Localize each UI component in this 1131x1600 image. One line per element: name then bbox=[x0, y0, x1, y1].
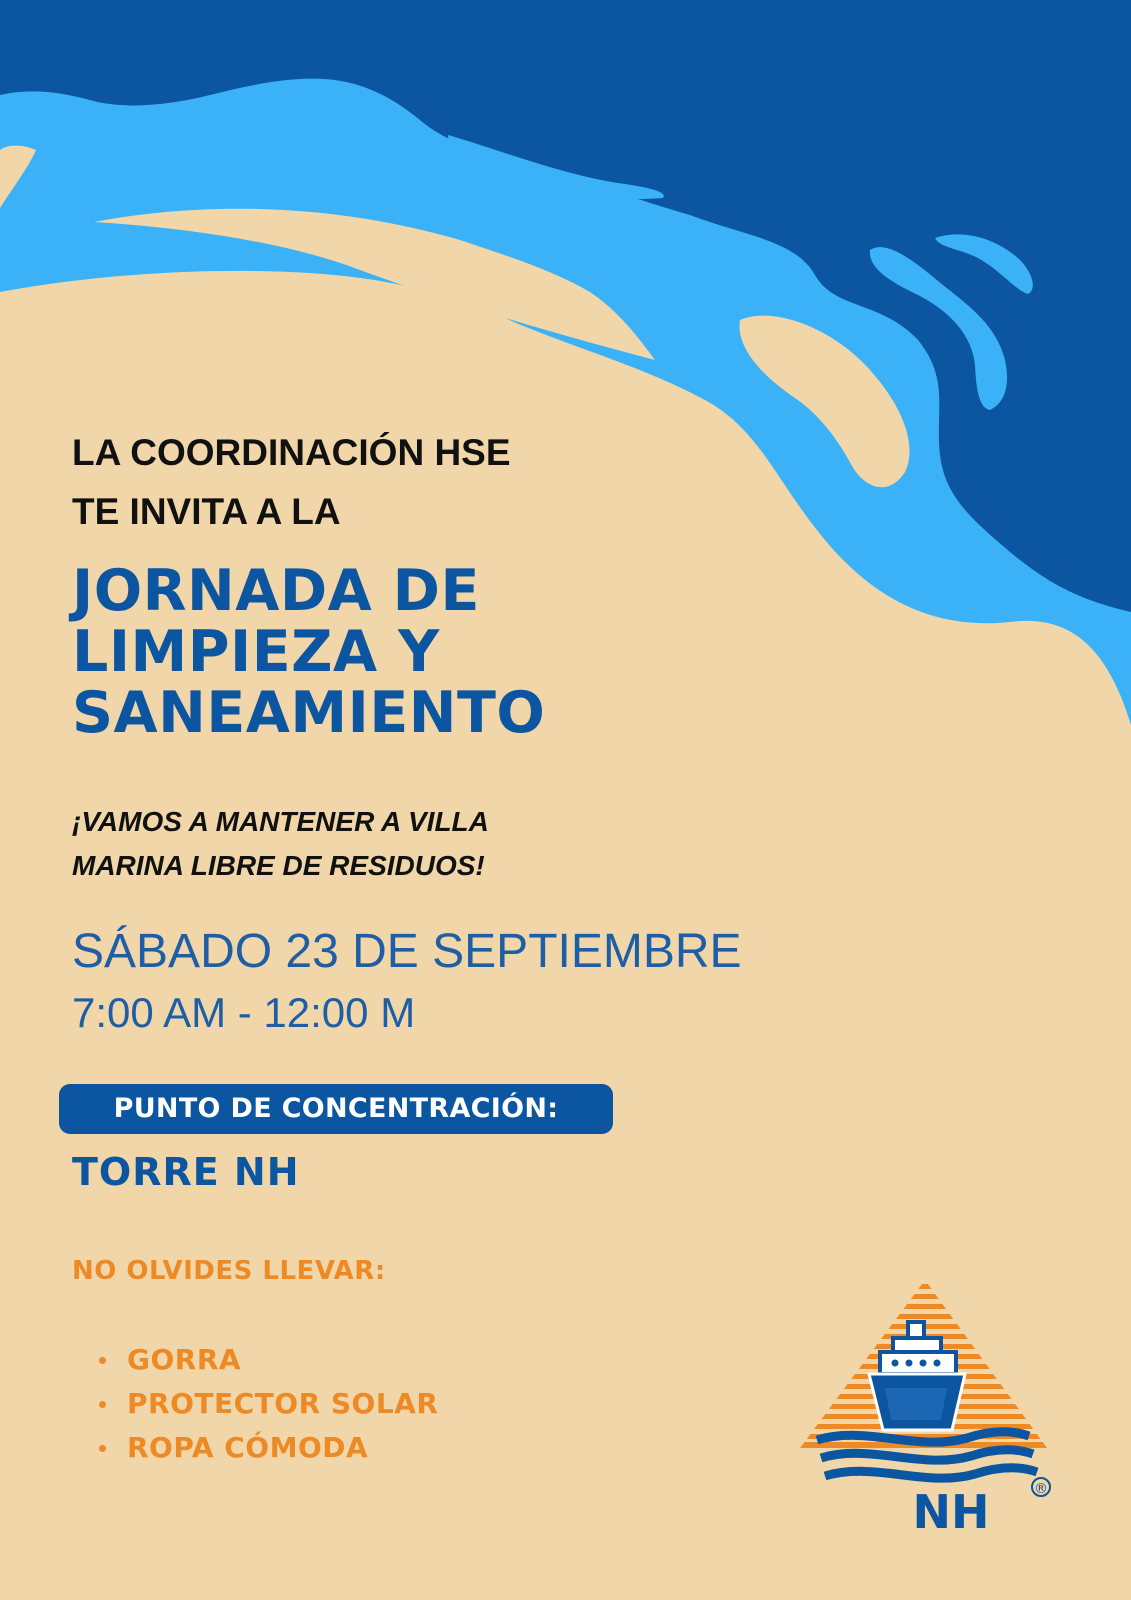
invitation-line-2: TE INVITA A LA bbox=[72, 491, 341, 532]
event-title-line-1: JORNADA DE bbox=[72, 558, 480, 624]
event-title-line-3: SANEAMIENTO bbox=[72, 680, 546, 746]
meeting-point-badge: PUNTO DE CONCENTRACIÓN: bbox=[59, 1084, 613, 1134]
logo-text: NH bbox=[912, 1485, 990, 1534]
slogan-line-2: MARINA LIBRE DE RESIDUOS! bbox=[72, 850, 485, 881]
bullet-icon bbox=[99, 1445, 106, 1452]
bring-heading: NO OLVIDES LLEVAR: bbox=[72, 1256, 386, 1286]
bring-list-item bbox=[96, 1426, 438, 1470]
bring-list bbox=[96, 1338, 438, 1470]
bring-item-label: PROTECTOR SOLAR bbox=[127, 1387, 439, 1420]
bullet-icon bbox=[99, 1357, 106, 1364]
event-title-line-2: LIMPIEZA Y bbox=[72, 619, 440, 685]
event-date: SÁBADO 23 DE SEPTIEMBRE bbox=[72, 925, 742, 978]
bring-item-label: GORRA bbox=[127, 1343, 242, 1376]
bullet-icon bbox=[99, 1401, 106, 1408]
nh-logo bbox=[797, 1280, 1061, 1534]
bring-item-label: ROPA CÓMODA bbox=[127, 1431, 369, 1464]
event-time: 7:00 AM - 12:00 M bbox=[72, 989, 416, 1036]
bring-list-item bbox=[96, 1382, 438, 1426]
bring-list-item bbox=[96, 1338, 438, 1382]
invitation-line-1: LA COORDINACIÓN HSE bbox=[72, 432, 511, 473]
registered-mark: ® bbox=[1034, 1481, 1048, 1497]
meeting-point-place: TORRE NH bbox=[72, 1150, 300, 1194]
slogan-line-1: ¡VAMOS A MANTENER A VILLA bbox=[72, 806, 489, 837]
ship-on-waves-icon bbox=[817, 1322, 1037, 1478]
